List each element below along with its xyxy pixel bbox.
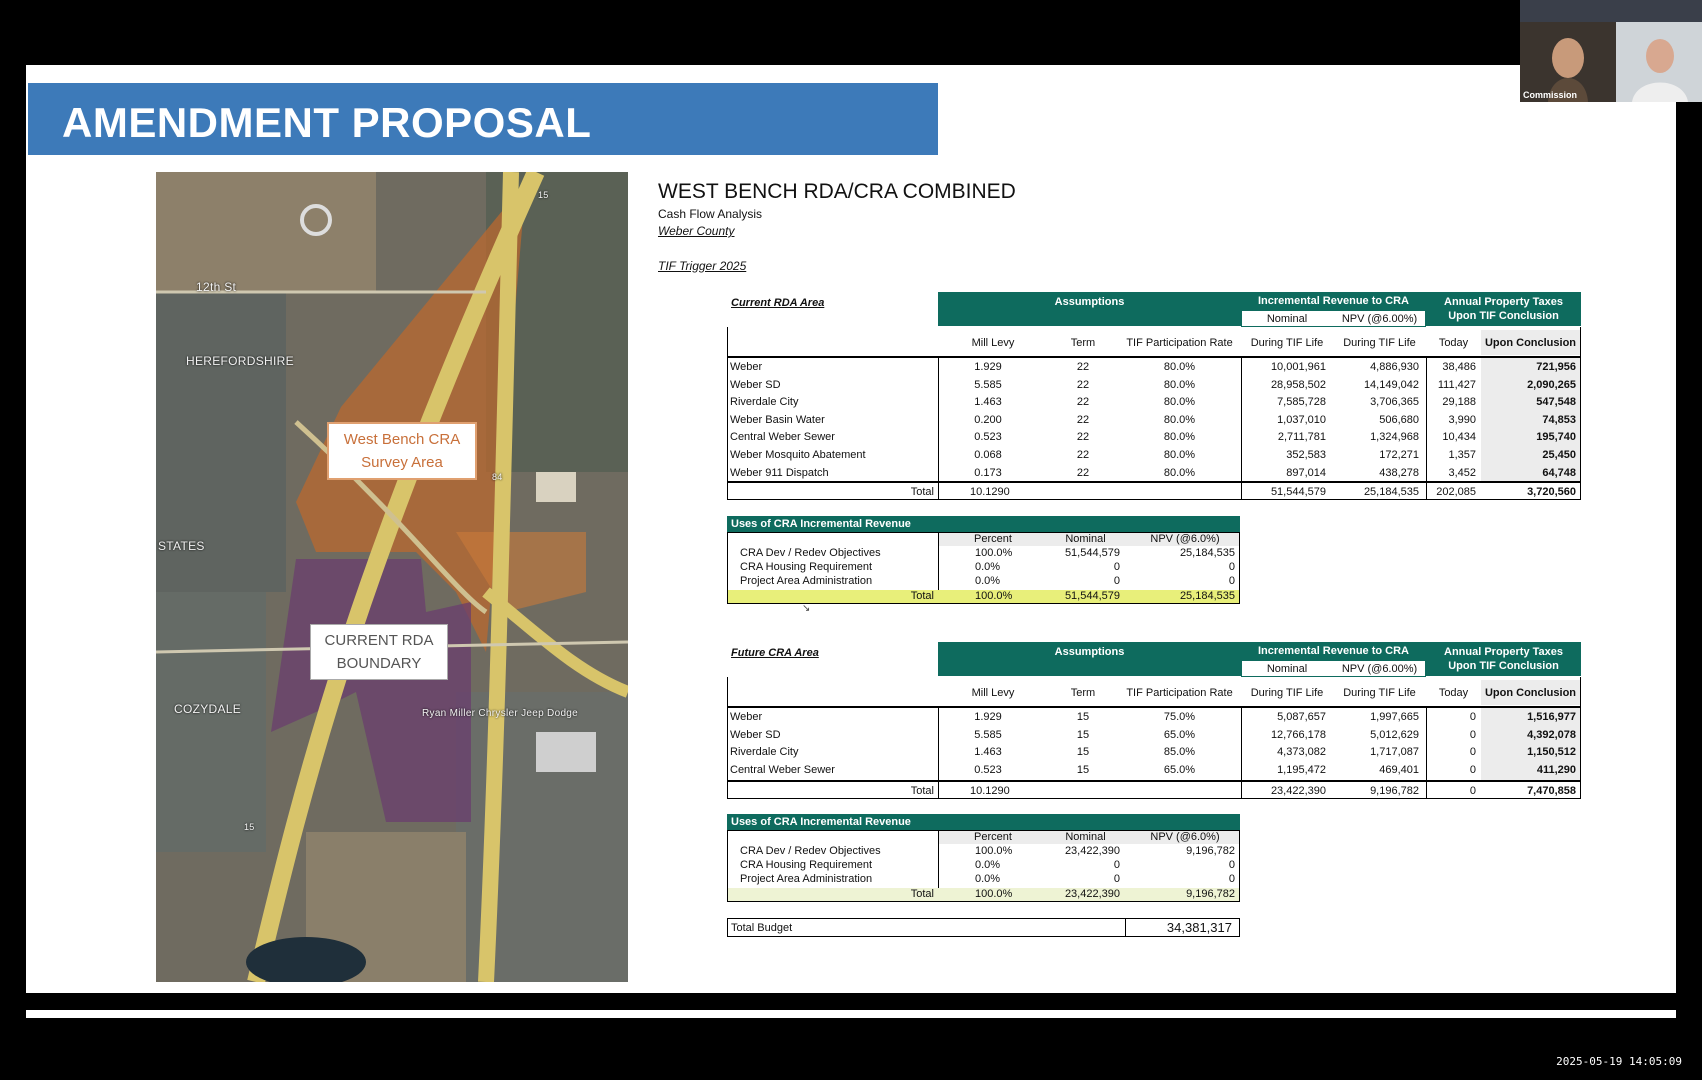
rda-boundary-callout: CURRENT RDA BOUNDARY bbox=[310, 624, 448, 680]
subheader-border bbox=[1241, 310, 1426, 327]
future-incremental-header: Incremental Revenue to CRA bbox=[1241, 642, 1426, 660]
current-total-label: Total bbox=[910, 486, 934, 498]
nominal: 897,014 bbox=[1286, 466, 1326, 479]
future-total-npv: 9,196,782 bbox=[1370, 785, 1419, 797]
tif-rate: 80.0% bbox=[1163, 378, 1196, 391]
report-county: Weber County bbox=[658, 224, 735, 238]
today: 3,452 bbox=[1448, 466, 1476, 479]
tif-rate: 80.0% bbox=[1163, 449, 1196, 461]
today: 1,357 bbox=[1448, 449, 1476, 461]
uses-label: CRA Dev / Redev Objectives bbox=[740, 547, 881, 559]
report-subtitle: Cash Flow Analysis bbox=[658, 207, 763, 221]
nominal: 12,766,178 bbox=[1270, 728, 1326, 741]
col-during-npv: During TIF Life bbox=[1343, 337, 1416, 349]
nominal: 28,958,502 bbox=[1270, 378, 1326, 391]
future-annual-taxes-header bbox=[1426, 642, 1581, 676]
uses-npv: 9,196,782 bbox=[1186, 845, 1235, 857]
future-col-today: Today bbox=[1438, 687, 1469, 699]
slide-title: AMENDMENT PROPOSAL bbox=[62, 99, 592, 146]
npv: 506,680 bbox=[1379, 413, 1419, 426]
uses-nominal: 0 bbox=[1113, 561, 1120, 573]
entity-name: Weber 911 Dispatch bbox=[730, 466, 829, 479]
uses-label: Project Area Administration bbox=[740, 873, 873, 885]
col-term: Term bbox=[1070, 337, 1096, 349]
uses-nominal: 0 bbox=[1113, 873, 1120, 885]
mouse-cursor-icon: ↘ bbox=[802, 603, 811, 614]
current-uses-total-nominal: 51,544,579 bbox=[1064, 590, 1120, 602]
uses-percent: 100.0% bbox=[975, 845, 1013, 857]
timestamp: 2025-05-19 14:05:09 bbox=[1556, 1055, 1682, 1068]
npv: 172,271 bbox=[1379, 449, 1419, 461]
annual-taxes-header bbox=[1426, 292, 1581, 326]
uses-label: CRA Housing Requirement bbox=[740, 561, 873, 573]
uses-label: CRA Housing Requirement bbox=[740, 859, 873, 871]
future-annual-taxes-header-line2: Upon TIF Conclusion bbox=[1448, 660, 1559, 672]
upon-conclusion: 74,853 bbox=[1542, 413, 1576, 426]
mill-levy: 5.585 bbox=[974, 378, 1002, 391]
entity-name: Central Weber Sewer bbox=[730, 431, 835, 444]
uses-nominal: 51,544,579 bbox=[1064, 547, 1120, 559]
entity-name: Weber Mosquito Abatement bbox=[730, 449, 866, 461]
npv: 3,706,365 bbox=[1370, 396, 1419, 409]
npv: 469,401 bbox=[1379, 763, 1419, 776]
uses-percent: 0.0% bbox=[975, 575, 1001, 587]
term: 22 bbox=[1076, 449, 1090, 461]
nominal: 352,583 bbox=[1286, 449, 1326, 461]
nominal: 2,711,781 bbox=[1277, 431, 1326, 444]
npv: 1,997,665 bbox=[1370, 711, 1419, 723]
current-uses-title: Uses of CRA Incremental Revenue bbox=[727, 516, 1240, 532]
today: 38,486 bbox=[1442, 361, 1476, 373]
today: 3,990 bbox=[1448, 413, 1476, 426]
nominal: 5,087,657 bbox=[1277, 711, 1326, 723]
entity-name: Riverdale City bbox=[730, 746, 799, 759]
future-total-label: Total bbox=[910, 785, 934, 797]
term: 15 bbox=[1076, 711, 1090, 723]
npv: 1,717,087 bbox=[1370, 746, 1419, 759]
tif-rate: 65.0% bbox=[1163, 728, 1196, 741]
today: 111,427 bbox=[1437, 378, 1476, 391]
npv: 1,324,968 bbox=[1370, 431, 1419, 444]
term: 22 bbox=[1076, 431, 1090, 444]
webcam-graphic bbox=[1520, 0, 1702, 102]
future-subheader-border bbox=[1241, 660, 1426, 677]
uses-npv: 0 bbox=[1228, 575, 1235, 587]
today: 10,434 bbox=[1442, 431, 1476, 444]
term: 22 bbox=[1076, 466, 1090, 479]
mill-levy: 1.463 bbox=[974, 746, 1002, 759]
tif-rate: 85.0% bbox=[1163, 746, 1196, 759]
future-annual-taxes-header-line1: Annual Property Taxes bbox=[1444, 646, 1563, 658]
future-total-upon: 7,470,858 bbox=[1527, 785, 1576, 797]
tif-rate: 80.0% bbox=[1163, 361, 1196, 373]
uses-percent: 0.0% bbox=[975, 873, 1001, 885]
nominal-subheader: Nominal bbox=[1266, 313, 1308, 325]
npv: 14,149,042 bbox=[1363, 378, 1419, 391]
video-thumbnail[interactable] bbox=[1520, 0, 1702, 102]
upon-conclusion: 547,548 bbox=[1536, 396, 1576, 409]
tif-rate: 80.0% bbox=[1163, 466, 1196, 479]
future-col-during-nominal: During TIF Life bbox=[1250, 687, 1324, 699]
future-assumptions-header: Assumptions bbox=[938, 642, 1241, 676]
i15-shield-bottom: 15 bbox=[244, 822, 255, 832]
current-rda-label: Current RDA Area bbox=[731, 297, 825, 309]
col-during-nominal: During TIF Life bbox=[1250, 337, 1324, 349]
tif-rate: 80.0% bbox=[1163, 413, 1196, 426]
upon-conclusion: 2,090,265 bbox=[1527, 378, 1576, 391]
annual-taxes-header-line1: Annual Property Taxes bbox=[1444, 296, 1563, 308]
upon-conclusion: 195,740 bbox=[1536, 431, 1576, 444]
next-slide-edge bbox=[26, 1010, 1676, 1018]
upon-conclusion: 1,516,977 bbox=[1527, 711, 1576, 723]
upon-conclusion: 64,748 bbox=[1542, 466, 1576, 479]
uses-npv: 25,184,535 bbox=[1179, 547, 1235, 559]
tif-rate: 80.0% bbox=[1163, 396, 1196, 409]
col-today: Today bbox=[1438, 337, 1469, 349]
future-col-tif-rate: TIF Participation Rate bbox=[1126, 687, 1233, 699]
entity-name: Weber SD bbox=[730, 378, 781, 391]
npv: 4,886,930 bbox=[1370, 361, 1419, 373]
uses-npv: 0 bbox=[1228, 561, 1235, 573]
uses-percent: 0.0% bbox=[975, 859, 1001, 871]
future-nominal-subheader: Nominal bbox=[1266, 663, 1308, 675]
entity-name: Riverdale City bbox=[730, 396, 799, 409]
nominal: 7,585,728 bbox=[1277, 396, 1326, 409]
report-title: WEST BENCH RDA/CRA COMBINED bbox=[658, 180, 1016, 203]
i15-shield-top: 15 bbox=[538, 190, 549, 200]
current-total-levy: 10.1290 bbox=[970, 486, 1010, 498]
entity-name: Weber Basin Water bbox=[730, 413, 825, 426]
col-upon: Upon Conclusion bbox=[1481, 330, 1580, 355]
current-uses-h-percent: Percent bbox=[974, 533, 1012, 545]
term: 15 bbox=[1076, 728, 1090, 741]
mill-levy: 1.929 bbox=[974, 361, 1002, 373]
term: 15 bbox=[1076, 746, 1090, 759]
entity-name: Central Weber Sewer bbox=[730, 763, 835, 776]
npv: 5,012,629 bbox=[1370, 728, 1419, 741]
term: 22 bbox=[1076, 361, 1090, 373]
future-uses-total-npv: 9,196,782 bbox=[1186, 888, 1235, 900]
today: 0 bbox=[1469, 763, 1476, 776]
annual-taxes-header-line2: Upon TIF Conclusion bbox=[1448, 310, 1559, 322]
future-col-term: Term bbox=[1070, 687, 1096, 699]
future-npv-subheader: NPV (@6.00%) bbox=[1341, 663, 1418, 675]
future-uses-h-nominal: Nominal bbox=[1065, 831, 1106, 843]
mill-levy: 5.585 bbox=[974, 728, 1002, 741]
mill-levy: 1.463 bbox=[974, 396, 1002, 409]
report-trigger: TIF Trigger 2025 bbox=[658, 259, 747, 273]
tif-rate: 65.0% bbox=[1163, 763, 1196, 776]
divider bbox=[1125, 918, 1126, 937]
map-label-street: 12th St bbox=[196, 280, 237, 294]
future-uses-h-npv: NPV (@6.0%) bbox=[1150, 831, 1220, 843]
assumptions-header: Assumptions bbox=[938, 292, 1241, 326]
future-uses-title: Uses of CRA Incremental Revenue bbox=[727, 814, 1240, 830]
uses-label: Project Area Administration bbox=[740, 575, 873, 587]
mill-levy: 1.929 bbox=[974, 711, 1002, 723]
incremental-header: Incremental Revenue to CRA bbox=[1241, 292, 1426, 310]
today: 0 bbox=[1469, 711, 1476, 723]
upon-conclusion: 1,150,512 bbox=[1527, 746, 1576, 759]
current-uses-h-nominal: Nominal bbox=[1065, 533, 1106, 545]
mill-levy: 0.523 bbox=[974, 431, 1002, 444]
current-total-nominal: 51,544,579 bbox=[1270, 486, 1326, 498]
nominal: 1,037,010 bbox=[1277, 413, 1326, 426]
nominal: 10,001,961 bbox=[1270, 361, 1326, 373]
today: 0 bbox=[1469, 728, 1476, 741]
npv: 438,278 bbox=[1379, 466, 1419, 479]
npv-subheader: NPV (@6.00%) bbox=[1341, 313, 1418, 325]
uses-npv: 0 bbox=[1228, 859, 1235, 871]
webcam-label: Commission bbox=[1523, 90, 1578, 100]
nominal: 1,195,472 bbox=[1277, 763, 1326, 776]
uses-label: CRA Dev / Redev Objectives bbox=[740, 845, 881, 857]
mill-levy: 0.068 bbox=[974, 449, 1002, 461]
current-uses-h-npv: NPV (@6.0%) bbox=[1150, 533, 1220, 545]
upon-conclusion: 4,392,078 bbox=[1527, 728, 1576, 741]
tif-rate: 75.0% bbox=[1163, 711, 1196, 723]
future-uses-total-label: Total bbox=[910, 888, 934, 900]
map-label-dealer: Ryan Miller Chrysler Jeep Dodge bbox=[422, 708, 579, 719]
future-uses-total-nominal: 23,422,390 bbox=[1064, 888, 1120, 900]
term: 22 bbox=[1076, 396, 1090, 409]
term: 15 bbox=[1076, 763, 1090, 776]
today: 0 bbox=[1469, 746, 1476, 759]
cra-survey-callout: West Bench CRA Survey Area bbox=[327, 422, 477, 480]
future-col-mill-levy: Mill Levy bbox=[971, 687, 1015, 699]
mill-levy: 0.200 bbox=[974, 413, 1002, 426]
current-uses-total-label: Total bbox=[910, 590, 934, 602]
entity-name: Weber bbox=[730, 361, 763, 373]
total-budget-value: 34,381,317 bbox=[1166, 920, 1232, 935]
current-total-today: 202,085 bbox=[1436, 486, 1476, 498]
total-budget-label: Total Budget bbox=[731, 922, 793, 934]
entity-name: Weber SD bbox=[730, 728, 781, 741]
current-uses-total-percent: 100.0% bbox=[975, 590, 1013, 602]
uses-npv: 0 bbox=[1228, 873, 1235, 885]
uses-nominal: 23,422,390 bbox=[1064, 845, 1120, 857]
uses-nominal: 0 bbox=[1113, 575, 1120, 587]
col-tif-rate: TIF Participation Rate bbox=[1126, 337, 1233, 349]
future-uses-h-percent: Percent bbox=[974, 831, 1012, 843]
future-total-nominal: 23,422,390 bbox=[1270, 785, 1326, 797]
future-total-levy: 10.1290 bbox=[970, 785, 1010, 797]
col-mill-levy: Mill Levy bbox=[971, 337, 1015, 349]
map-label-cozydale: COZYDALE bbox=[174, 702, 242, 716]
mill-levy: 0.173 bbox=[974, 466, 1002, 479]
map-label-states: STATES bbox=[158, 539, 205, 553]
entity-name: Weber bbox=[730, 711, 763, 723]
current-uses-total-npv: 25,184,535 bbox=[1179, 590, 1235, 602]
map-label-herefordshire: HEREFORDSHIRE bbox=[186, 354, 294, 368]
current-total-npv: 25,184,535 bbox=[1363, 486, 1419, 498]
upon-conclusion: 721,956 bbox=[1536, 361, 1576, 373]
term: 22 bbox=[1076, 413, 1090, 426]
today: 29,188 bbox=[1442, 396, 1476, 409]
aerial-map bbox=[156, 172, 628, 982]
uses-percent: 100.0% bbox=[975, 547, 1013, 559]
term: 22 bbox=[1076, 378, 1090, 391]
future-total-today: 0 bbox=[1469, 785, 1476, 797]
future-uses-total-percent: 100.0% bbox=[975, 888, 1013, 900]
tif-rate: 80.0% bbox=[1163, 431, 1196, 444]
future-cra-label: Future CRA Area bbox=[731, 647, 819, 659]
title-banner bbox=[28, 83, 938, 155]
current-total-upon: 3,720,560 bbox=[1527, 486, 1576, 498]
uses-nominal: 0 bbox=[1113, 859, 1120, 871]
i84-shield: 84 bbox=[492, 472, 503, 482]
nominal: 4,373,082 bbox=[1277, 746, 1326, 759]
future-col-during-npv: During TIF Life bbox=[1343, 687, 1416, 699]
uses-percent: 0.0% bbox=[975, 561, 1001, 573]
future-col-upon: Upon Conclusion bbox=[1481, 680, 1580, 705]
upon-conclusion: 411,290 bbox=[1536, 763, 1576, 776]
upon-conclusion: 25,450 bbox=[1542, 449, 1576, 461]
mill-levy: 0.523 bbox=[974, 763, 1002, 776]
